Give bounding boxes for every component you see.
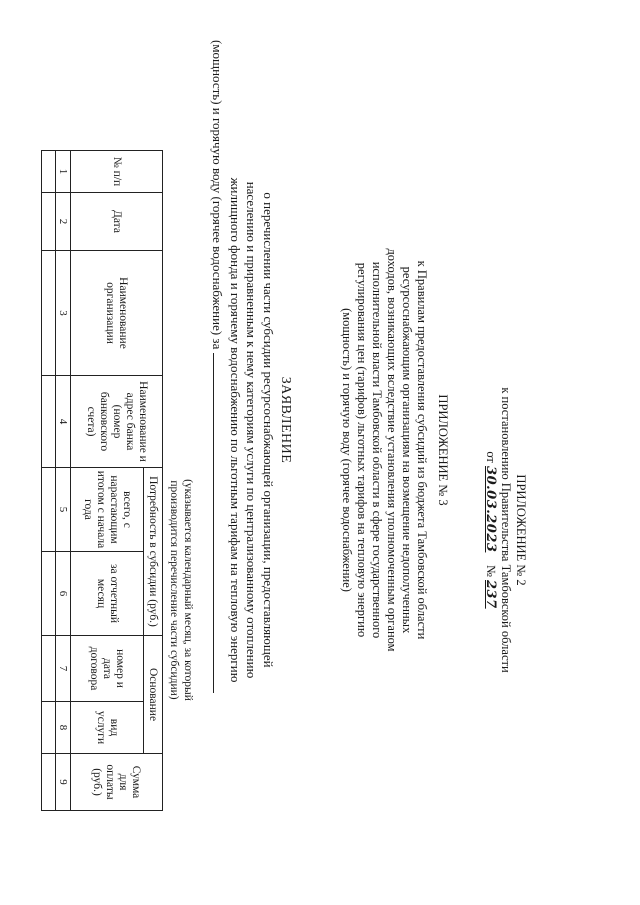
statement-last-text: (мощность) и горячую воду (горячее водоснабжение) за bbox=[210, 40, 226, 350]
annex-3-line: регулирования цен (тарифов) льготных тарифов на тепловую энергию bbox=[355, 262, 369, 638]
empty-cell bbox=[42, 151, 56, 193]
header-organization: Наименование организации bbox=[71, 251, 163, 376]
annex-3-line: к Правилам предоставления субсидий из бюджета Тамбовской области bbox=[415, 260, 429, 640]
empty-cell bbox=[42, 376, 56, 468]
header-subsidy-need: Потребность в субсидии (руб.) bbox=[143, 468, 162, 636]
annex-3-line: доходов, возникающих вследствие установления уполномоченным органом bbox=[385, 248, 399, 652]
from-label: от bbox=[484, 451, 498, 463]
annex-2-title: ПРИЛОЖЕНИЕ № 2 bbox=[514, 474, 528, 586]
subsidy-table bbox=[41, 150, 163, 811]
header-payment-sum: Сумма для оплаты (руб.) bbox=[71, 754, 163, 811]
annex-2-resolution-line: к постановлению Правительства Тамбовской области bbox=[499, 387, 513, 673]
header-row-number: № п/п bbox=[71, 151, 163, 193]
column-number: 8 bbox=[56, 702, 71, 754]
empty-cell bbox=[42, 552, 56, 636]
annex-2-date-number-line bbox=[483, 260, 498, 800]
annex-3-line: ресурсоснабжающим организациям на возмещение недополученных bbox=[400, 266, 414, 634]
statement-line: населению и приравненным к нему категориям услуги по централизованному отоплению bbox=[244, 181, 260, 679]
header-total-ytd: всего, с нарастающим итогом с начала года bbox=[71, 468, 144, 552]
header-date: Дата bbox=[71, 193, 163, 251]
column-number: 5 bbox=[56, 468, 71, 552]
header-contract: номер и дата договора bbox=[71, 636, 144, 702]
empty-cell bbox=[42, 193, 56, 251]
rotated-document-page bbox=[58, 20, 528, 820]
statement-title: ЗАЯВЛЕНИЕ bbox=[278, 376, 293, 464]
annex-3-line: исполнительной власти Тамбовской области в сфере государственного bbox=[370, 261, 384, 639]
month-blank-line bbox=[214, 353, 227, 693]
column-number: 9 bbox=[56, 754, 71, 811]
column-number: 3 bbox=[56, 251, 71, 376]
header-service-type: вид услуги bbox=[71, 702, 144, 754]
annex-3-title: ПРИЛОЖЕНИЕ № 3 bbox=[436, 394, 450, 506]
column-number: 1 bbox=[56, 151, 71, 193]
empty-cell bbox=[42, 636, 56, 702]
table-header-row bbox=[143, 151, 162, 811]
annex-3-header bbox=[339, 170, 450, 730]
month-hint-line: (указывается календарный месяц, за который bbox=[182, 479, 194, 701]
statement-line bbox=[209, 40, 227, 820]
table-empty-row bbox=[42, 151, 56, 811]
annex-2-header bbox=[483, 260, 528, 800]
month-hint-line: производится перечисление части субсидии) bbox=[168, 480, 180, 700]
column-number: 6 bbox=[56, 552, 71, 636]
empty-cell bbox=[42, 702, 56, 754]
header-basis: Основание bbox=[143, 636, 162, 754]
month-hint-note bbox=[167, 425, 195, 755]
statement-line: жилищного фонда и горячему водоснабжению по льготным тарифам на тепловую энергию bbox=[228, 177, 243, 683]
number-label: № bbox=[484, 564, 498, 577]
empty-cell bbox=[42, 468, 56, 552]
table-column-numbers-row bbox=[56, 151, 71, 811]
column-number: 2 bbox=[56, 193, 71, 251]
resolution-date: 30.03.2023 bbox=[483, 466, 498, 553]
statement-subject bbox=[209, 40, 276, 820]
header-bank: Наименование и адрес банка (номер банковского счета) bbox=[71, 376, 163, 468]
header-reporting-month: за отчетный месяц bbox=[71, 552, 144, 636]
statement-line: о перечислении части субсидии ресурсоснабжающей организации, предоставляющей bbox=[261, 192, 276, 668]
empty-cell bbox=[42, 251, 56, 376]
column-number: 4 bbox=[56, 376, 71, 468]
resolution-number: 237 bbox=[483, 580, 498, 609]
column-number: 7 bbox=[56, 636, 71, 702]
empty-cell bbox=[42, 754, 56, 811]
annex-3-line: (мощность) и горячую воду (горячее водоснабжение) bbox=[340, 308, 354, 592]
